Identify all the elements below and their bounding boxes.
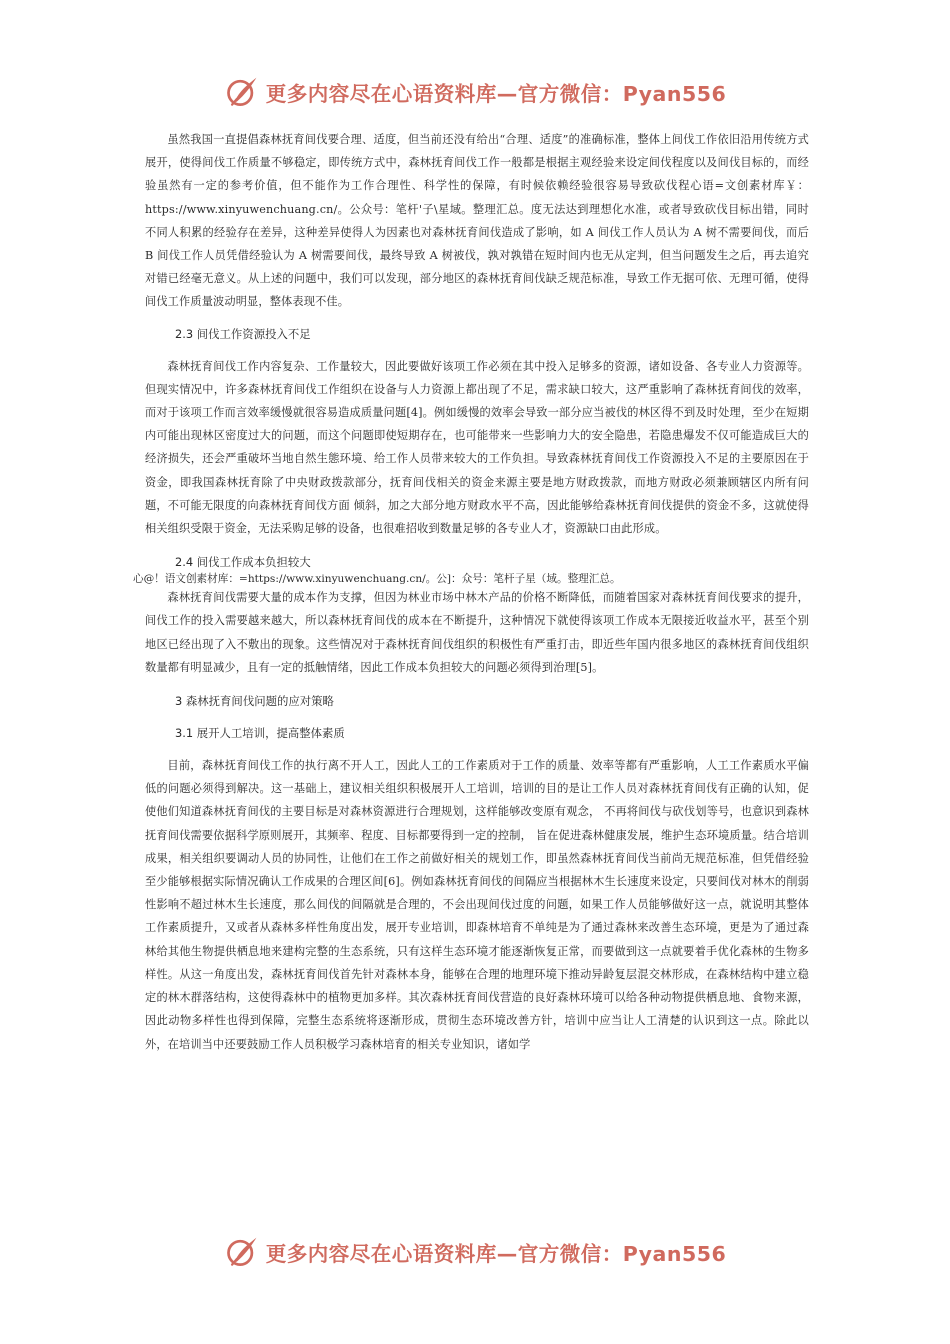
heading-3: 3 森林抚育间伐问题的应对策略 — [175, 694, 334, 709]
banner-text: 更多内容尽在心语资料库—官方微信：Pyan556 — [265, 82, 727, 106]
paragraph-cost: 森林抚育间伐需要大量的成本作为支撑，但因为林业市场中林木产品的价格不断降低，而随着国家对森林抚育间伐要求的提升，间伐工作的投入需要越来越大，所以森林抚育间伐的成本在不断提升，这种情况下就使得该项工作成本无限接近收益水平，甚至个别地区已经出现了入不敷出的现象。这些情况对于森林抚育间伐组织的积极性有严重打击，即近些年国内很多地区的森林抚育间伐组织数量都有明显减少，且有一定的抵触情绪，因此工作成本负担较大的问题必须得到治理[5]。 — [145, 591, 809, 674]
leaf-pen-logo-icon — [224, 1234, 260, 1270]
leaf-pen-logo-icon — [224, 74, 260, 110]
heading-2-4: 2.4 间伐工作成本负担较大 — [175, 555, 311, 570]
document-body — [133, 128, 809, 1056]
paragraph-training: 目前，森林抚育间伐工作的执行离不开人工，因此人工的工作素质对于工作的质量、效率等都有严重影响，人工工作素质水平偏低的问题必须得到解决。这一基础上，建议相关组织积极展开人工培训，培训的目的是让工作人员对森林抚育间伐有正确的认知，促使他们知道森林抚育间伐的主要目标是对森林资源进行合理规划，这样能够改变原有观念， 不再将间伐与砍伐划等号，也意识到森林抚育间伐需要依据科学原则展开，其频率、程度、目标都要得到一定的控制， 旨在促进森林健康发展，维护生态环境质量。结合培训成果，相关组织要调动人员的协同性，让他们在工作之前做好相关的规划工作，即虽然森林抚育间伐当前尚无规范标准，但凭借经验至少能够根据实际情况确认工作成果的合理区间[6]。例如森林抚育间伐的间隔应当根据林木生长速度来设定，只要间伐对林木的削弱性影响不超过林木生长速度，那么间伐的间隔就是合理的，不会出现间伐过度的问题，如果工作人员能够做好这一点，就说明其整体工作素质提升，又或者从森林多样性角度出发，展开专业培训，即森林培育不单纯是为了通过森林来改善生态环境，更是为了通过森林给其他生物提供栖息地来建构完整的生态系统，只有这样生态环境才能逐渐恢复正常，而要做到这一点就要着手优化森林的生物多样性。从这一角度出发，森林抚育间伐首先针对森林本身，能够在合理的地理环境下推动异龄复层混交林形成，在森林结构中建立稳定的林木群落结构，这使得森林中的植物更加多样。其次森林抚育间伐营造的良好森林环境可以给各种动物提供栖息地、食物来源，因此动物多样性也得到保障，完整生态系统将逐渐形成，贯彻生态环境改善方针，培训中应当让人工清楚的认识到这一点。除此以外，在培训当中还要鼓励工作人员积极学习森林培育的相关专业知识，诸如学 — [145, 759, 809, 1051]
heading-3-1: 3.1 展开人工培训，提高整体素质 — [175, 726, 345, 741]
banner-text: 更多内容尽在心语资料库—官方微信：Pyan556 — [265, 1242, 727, 1266]
heading-2-3: 2.3 间伐工作资源投入不足 — [175, 326, 311, 341]
paragraph-standards: 虽然我国一直提倡森林抚育间伐要合理、适度，但当前还没有给出“合理、适度”的准确标准，整体上间伐工作依旧沿用传统方式展开，使得间伐工作质量不够稳定，即传统方式中，森林抚育间伐工作一般都是根据主观经验来设定间伐程度以及间伐目标的，而经验虽然有一定的参考价值，但不能作为工作合理性、科学性的保障，有时候依赖经验很容易导致砍伐程心语=文创素材库￥：https://www.xinyuwenchuang.cn/。公众号：笔杆'子\星域。整理汇总。度无法达到理想化水准，或者导致砍伐目标出错，同时不同人积累的经验存在差异，这种差异使得人为因素也对森林抚育间伐造成了影响，如 A 间伐工作人员认为 A 树不需要间伐，而后 B 间伐工作人员凭借经验认为 A 树需要间伐，最终导致 A 树被伐，孰对孰错在短时间内也无从定判，但当问题发生之后，再去追究对错已经毫无意义。从上述的问题中，我们可以发现，部分地区的森林抚育间伐缺乏规范标准，导致工作无据可依、无理可循，使得间伐工作质量波动明显，整体表现不佳。 — [145, 133, 809, 309]
source-watermark-line: 心@！语文创素材库：=https://www.xinyuwenchuang.cn/。公]：众号：笔杆子星（域。整理汇总。 — [133, 573, 621, 586]
header-banner — [0, 72, 950, 112]
footer-banner — [0, 1232, 950, 1272]
paragraph-resources: 森林抚育间伐工作内容复杂、工作量较大，因此要做好该项工作必须在其中投入足够多的资源，诸如设备、各专业人力资源等。但现实情况中，许多森林抚育间伐工作组织在设备与人力资源上都出现了不足，需求缺口较大，这严重影响了森林抚育间伐的效率，而对于该项工作而言效率缓慢就很容易造成质量问题[4]。例如缓慢的效率会导致一部分应当被伐的林区得不到及时处理，至少在短期内可能出现林区密度过大的问题，而这个问题即使短期存在，也可能带来一些影响力大的安全隐患，若隐患爆发不仅可能造成巨大的经济损失，还会严重破坏当地自然生態环境、给工作人员带来较大的工作负担。导致森林抚育间伐工作资源投入不足的主要原因在于资金，即我国森林抚育除了中央财政拨款部分，抚育间伐相关的资金来源主要是地方财政拨款，而地方财政必须兼顾辖区内所有问题，不可能无限度的向森林抚育间伐方面 倾斜，加之大部分地方财政水平不高，因此能够给森林抚育间伐提供的资金不多，这就使得相关组织受限于资金，无法采购足够的设备，也很难招收到数量足够的各专业人才，资源缺口由此形成。 — [145, 359, 809, 536]
